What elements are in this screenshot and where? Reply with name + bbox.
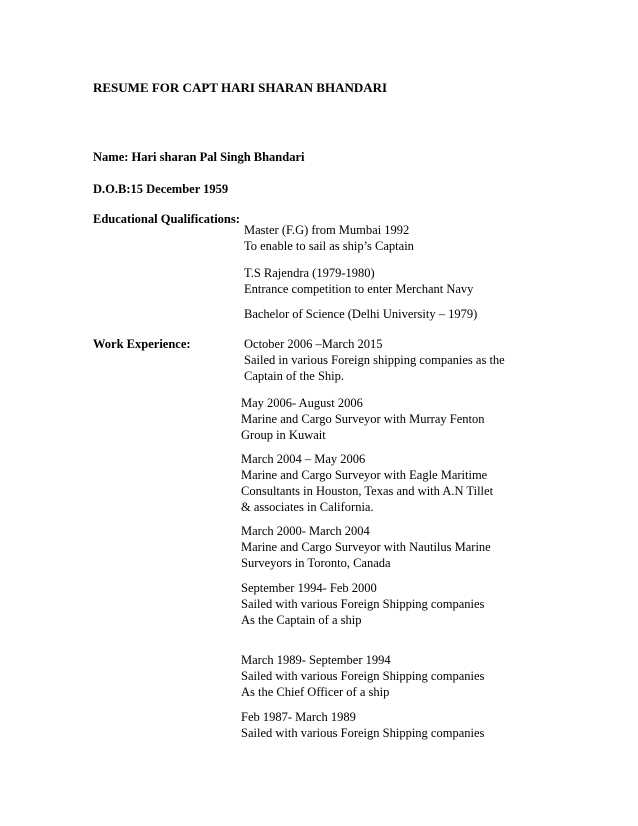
work-entry-line: Marine and Cargo Surveyor with Nautilus Marine (241, 540, 491, 554)
work-entry-line: Marine and Cargo Surveyor with Murray Fenton (241, 412, 485, 426)
work-entry (241, 523, 491, 571)
work-entry-line: September 1994- Feb 2000 (241, 581, 377, 595)
work-entry-line: As the Chief Officer of a ship (241, 685, 390, 699)
work-entry-line: As the Captain of a ship (241, 613, 362, 627)
work-entry (244, 336, 505, 384)
work-entry-line: Sailed with various Foreign Shipping companies (241, 597, 485, 611)
resume-title: RESUME FOR CAPT HARI SHARAN BHANDARI (93, 80, 388, 95)
work-entry-line: Sailed in various Foreign shipping companies as the (244, 353, 505, 367)
work-entry-line: Consultants in Houston, Texas and with A.N Tillet (241, 484, 494, 498)
work-entry (241, 580, 484, 628)
work-entry-line: Captain of the Ship. (244, 369, 344, 383)
work-entry-line: October 2006 –March 2015 (244, 337, 383, 351)
name-line: Name: Hari sharan Pal Singh Bhandari (93, 150, 305, 164)
work-entry (241, 395, 484, 443)
education-entry-line: Bachelor of Science (Delhi University – 1979) (244, 307, 478, 321)
education-entry-line: T.S Rajendra (1979-1980) (244, 266, 375, 280)
education-entry (244, 222, 414, 254)
work-entry-line: Surveyors in Toronto, Canada (241, 556, 391, 570)
education-entry-line: To enable to sail as ship’s Captain (244, 239, 414, 253)
work-entry-line: & associates in California. (241, 500, 374, 514)
work-label: Work Experience: (93, 337, 191, 351)
work-entry-line: Sailed with various Foreign Shipping companies (241, 669, 485, 683)
work-entry-line: Sailed with various Foreign Shipping companies (241, 726, 485, 740)
work-entry (241, 451, 493, 515)
work-entry-line: May 2006- August 2006 (241, 396, 363, 410)
work-entry (241, 709, 484, 741)
work-entry-line: Marine and Cargo Surveyor with Eagle Maritime (241, 468, 488, 482)
dob-line: D.O.B:15 December 1959 (93, 182, 229, 196)
education-entry-line: Master (F.G) from Mumbai 1992 (244, 223, 410, 237)
education-entry-line: Entrance competition to enter Merchant Navy (244, 282, 474, 296)
work-entry-line: March 2000- March 2004 (241, 524, 370, 538)
work-entry (241, 652, 484, 700)
work-entry-line: Feb 1987- March 1989 (241, 710, 356, 724)
work-entry-line: Group in Kuwait (241, 428, 326, 442)
education-entry (244, 265, 473, 297)
education-entry (244, 306, 477, 322)
education-label: Educational Qualifications: (93, 212, 240, 226)
work-entry-line: March 2004 – May 2006 (241, 452, 366, 466)
work-entry-line: March 1989- September 1994 (241, 653, 391, 667)
